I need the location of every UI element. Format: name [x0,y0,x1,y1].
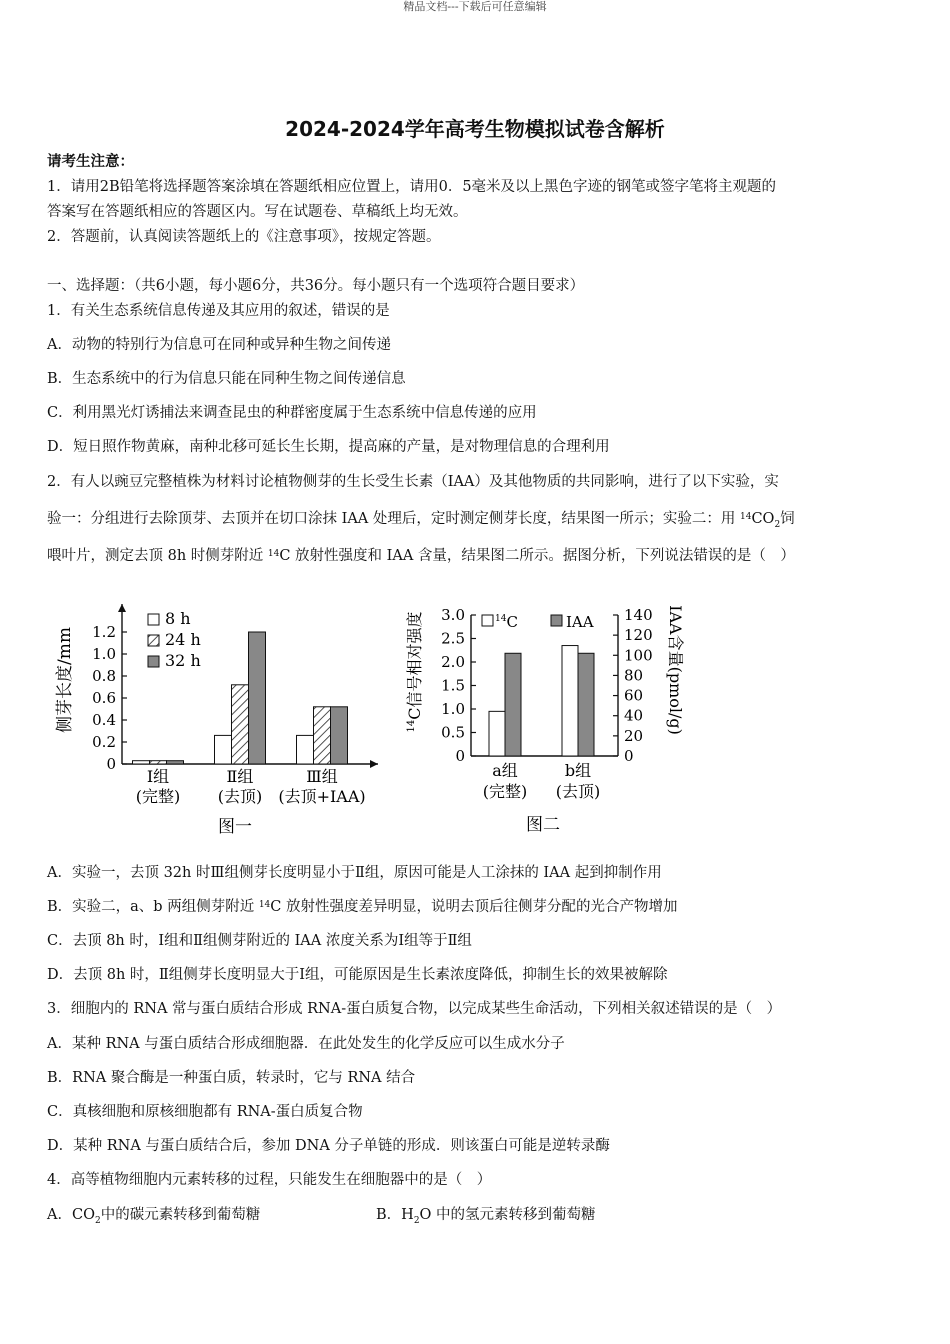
figure-2-category-label: b组 [564,761,592,780]
figure-1-category-sublabel: (去顶) [217,787,263,806]
document-title: 2024-2024学年高考生物模拟试卷含解析 [285,117,665,141]
q3-stem: 3．细胞内的 RNA 常与蛋白质结合形成 RNA-蛋白质复合物，以完成某些生命活动，下列相关叙述错误的是（ ） [47,1001,782,1017]
figure-1-chart [40,592,390,842]
figure-1-bar-3-32h [331,707,348,764]
figure-1-y-tick-label: 0.6 [92,689,116,707]
figure-1-bar-2-8h [215,735,232,764]
figure-2-category-sublabel: (完整) [482,782,528,801]
figure-1-legend-label: 8 h [165,609,191,628]
figure-2-right-tick-label: 20 [624,726,644,745]
q2-option-d: D．去顶 8h 时，Ⅱ组侧芽长度明显大于Ⅰ组，可能原因是生长素浓度降低，抑制生长的效果被解除 [47,967,668,983]
figure-2-left-tick-label: 0.5 [441,723,465,742]
figure-2-legend-label: $^{14}$C [495,613,518,631]
figure-1-x-arrow [370,760,378,768]
q1-option-b: B．生态系统中的行为信息只能在同种生物之间传递信息 [47,371,406,387]
q2-stem-line1: 2．有人以豌豆完整植株为材料讨论植物侧芽的生长受生长素（IAA）及其他物质的共同影响，进行了以下实验，实 [47,474,779,490]
figure-1-legend-swatch [148,614,159,625]
figure-2-legend-label: IAA [566,613,594,631]
figure-1-bar-2-32h [249,632,266,764]
figure-2-left-tick-label: 0 [455,747,465,765]
q2-stem-line2: 验一：分组进行去除顶芽、去顶并在切口涂抹 IAA 处理后，定时测定侧芽长度，结果图一所示；实验二：用 $^{14}CO_2$饲 [47,511,795,530]
figure-1-category-label: Ⅰ组 [146,767,170,786]
header-note: 精品文档---下载后可任意编辑 [403,0,547,13]
figure-2-left-tick-label: 1.0 [441,700,465,718]
figure-2-right-tick-label: 100 [624,646,653,665]
figure-1-category-sublabel: (完整) [135,787,181,806]
figure-2-right-tick-label: 60 [624,686,644,705]
figure-2-chart [398,592,708,842]
figure-2-right-tick-label: 120 [624,626,653,645]
q1-option-a: A．动物的特别行为信息可在同种或异种生物之间传递 [47,337,391,353]
q3-option-a: A．某种 RNA 与蛋白质结合形成细胞器．在此处发生的化学反应可以生成水分子 [47,1036,565,1052]
figure-2-category-label: a组 [492,761,518,780]
figure-2-ylabel-left: $^{14}$C信号相对强度 [405,611,424,733]
figure-2-legend-swatch [551,615,562,626]
figure-2-caption: 图二 [526,815,560,835]
figure-2-left-tick-label: 3.0 [441,606,465,624]
figure-2-category-sublabel: (去顶) [555,782,601,801]
q2-stem-line3: 喂叶片，测定去顶 8h 时侧芽附近 $^{14}$C 放射性强度和 IAA 含量，结果图二所示。据图分析，下列说法错误的是（ ） [47,548,795,564]
q3-option-b: B．RNA 聚合酶是一种蛋白质，转录时，它与 RNA 结合 [47,1070,416,1086]
section-heading: 一、选择题：（共6小题，每小题6分，共36分。每小题只有一个选项符合题目要求） [47,278,585,294]
q1-stem: 1．有关生态系统信息传递及其应用的叙述，错误的是 [47,303,390,319]
q4-option-a: A．$CO_2$中的碳元素转移到葡萄糖 [47,1207,261,1226]
notice-item-2: 2．答题前，认真阅读答题纸上的《注意事项》，按规定答题。 [47,229,441,245]
figure-2-right-tick-label: 140 [624,606,653,624]
figure-2-left-tick-label: 2.0 [441,653,465,671]
notice-item-1b: 答案写在答题纸相应的答题区内。写在试题卷、草稿纸上均无效。 [47,204,468,220]
figure-2-left-tick-label: 2.5 [441,629,465,648]
figure-2-bar-2-14C [562,646,578,756]
figure-1-y-tick-label: 0.4 [92,711,116,729]
q1-option-d: D．短日照作物黄麻，南种北移可延长生长期，提高麻的产量，是对物理信息的合理利用 [47,439,610,455]
figure-1-y-tick-label: 1.2 [92,623,116,641]
figure-1-legend-label: 24 h [165,630,201,649]
q2-option-c: C．去顶 8h 时，Ⅰ组和Ⅱ组侧芽附近的 IAA 浓度关系为Ⅰ组等于Ⅱ组 [47,933,472,949]
figure-1-category-sublabel: (去顶+IAA) [278,787,366,806]
q1-option-c: C．利用黑光灯诱捕法来调查昆虫的种群密度属于生态系统中信息传递的应用 [47,405,537,421]
figure-1-bar-1-32h [167,761,184,764]
figure-2-bar-1-14C [489,711,505,756]
figure-1-y-tick-label: 0.2 [92,733,116,751]
figure-1-bar-1-24h [150,761,167,764]
figure-1-caption: 图一 [218,817,252,837]
figure-1-y-arrow [118,604,126,612]
figure-1-category-label: Ⅱ组 [226,767,254,786]
figure-2-right-tick-label: 40 [624,706,644,725]
figure-1-bar-1-8h [133,761,150,764]
figure-1-y-tick-label: 0 [106,755,116,773]
q4-option-b: B．$H_2O$ 中的氢元素转移到葡萄糖 [376,1207,596,1226]
figure-1-legend-swatch [148,635,159,646]
figure-1-legend-swatch [148,656,159,667]
figure-2-bar-2-IAA [578,653,594,756]
q2-option-a: A．实验一，去顶 32h 时Ⅲ组侧芽长度明显小于Ⅱ组，原因可能是人工涂抹的 IAA 起到抑制作用 [47,865,662,881]
notice-item-1a: 1．请用2B铅笔将选择题答案涂填在答题纸相应位置上，请用0．5毫米及以上黑色字迹的钢笔或签字笔将主观题的 [47,179,777,195]
figure-1-y-tick-label: 1.0 [92,645,116,663]
figure-2-right-tick-label: 80 [624,666,644,685]
figure-2-bar-1-IAA [505,653,521,756]
figure-1-legend-label: 32 h [165,651,201,670]
figure-1-bar-3-24h [314,707,331,764]
figure-2-left-tick-label: 1.5 [441,676,465,695]
q2-option-b: B．实验二，a、b 两组侧芽附近 $^{14}$C 放射性强度差异明显，说明去顶后往侧芽分配的光合产物增加 [47,899,678,915]
figure-2-right-tick-label: 0 [624,747,634,765]
q4-stem: 4．高等植物细胞内元素转移的过程，只能发生在细胞器中的是（ ） [47,1172,492,1188]
figure-1-ylabel: 侧芽长度/mm [55,627,75,733]
notice-heading: 请考生注意： [47,153,134,170]
q3-option-c: C．真核细胞和原核细胞都有 RNA-蛋白质复合物 [47,1104,363,1120]
figure-1-category-label: Ⅲ组 [306,767,338,786]
figure-1-y-tick-label: 0.8 [92,667,116,685]
figure-1-bar-3-8h [297,735,314,764]
figure-1-bar-2-24h [232,685,249,764]
figure-2-ylabel-right: IAA含量(pmol/g) [666,605,685,735]
q3-option-d: D．某种 RNA 与蛋白质结合后，参加 DNA 分子单链的形成．则该蛋白可能是逆转录酶 [47,1138,610,1154]
figure-2-legend-swatch [482,615,493,626]
